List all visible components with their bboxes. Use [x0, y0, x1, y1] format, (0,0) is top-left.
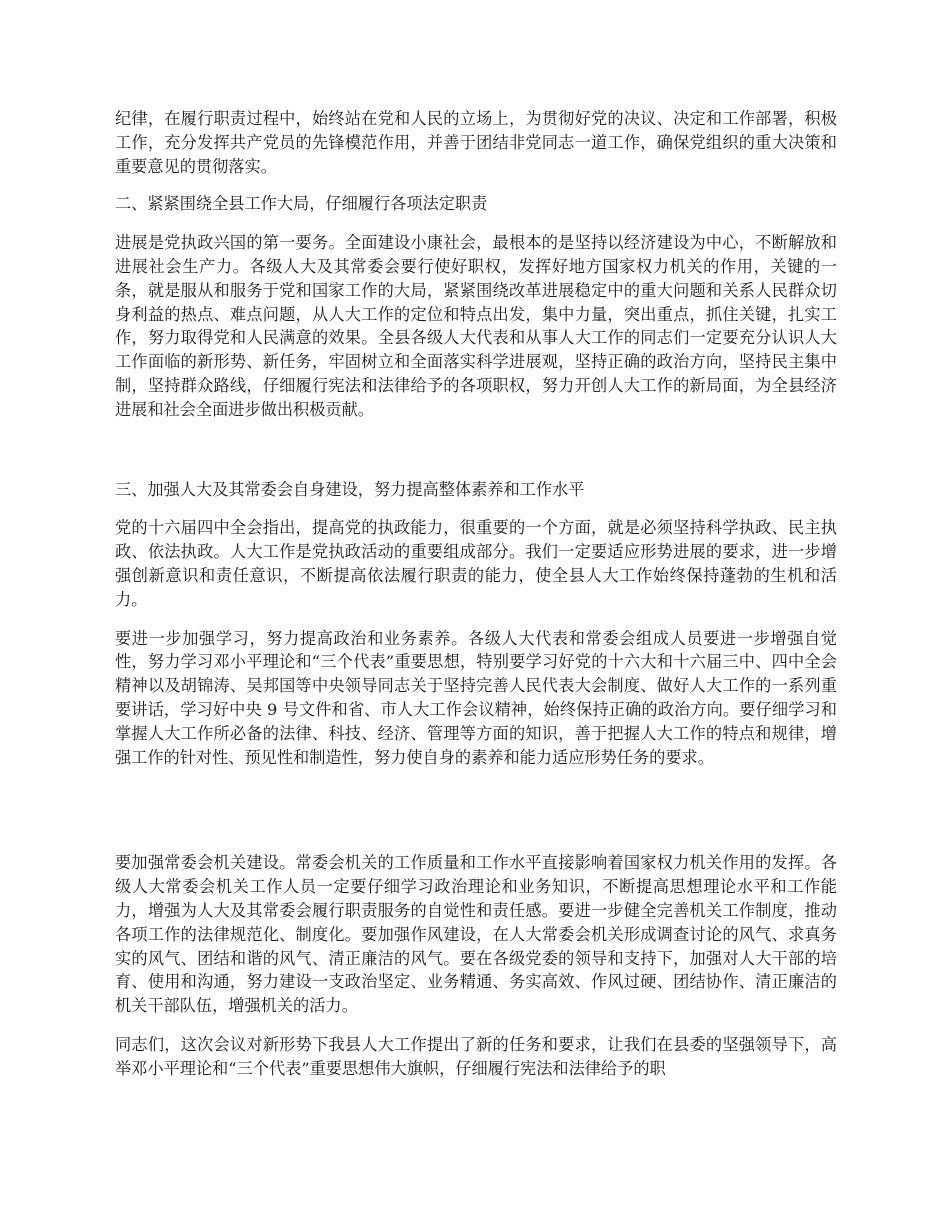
section-heading-2: 二、紧紧围绕全县工作大局，仔细履行各项法定职责	[115, 194, 488, 214]
paragraph-gap	[115, 612, 837, 627]
paragraph-governance: 党的十六届四中全会指出，提高党的执政能力，很重要的一个方面，就是必须坚持科学执政、民主执政、依法执政。人大工作是党执政活动的重要组成部分。我们一定要适应形势进展的要求，进一步增强创新意识和责任意识，不断提高依法履行职责的能力，使全县人大工作始终保持蓬勃的生机和活力。	[115, 518, 837, 609]
section-heading-3: 三、加强人大及其常委会自身建设，努力提高整体素养和工作水平	[115, 479, 585, 499]
paragraph-gap	[115, 216, 837, 231]
paragraph-gap	[115, 769, 837, 851]
paragraph-development: 进展是党执政兴国的第一要务。全面建设小康社会，最根本的是坚持以经济建设为中心，不断解放和进展社会生产力。各级人大及其常委会要行使好职权，发挥好地方国家权力机关的作用，关键的一条，就是服从和服务于党和国家工作的大局，紧紧围绕改革进展稳定中的重大问题和关系人民群众切身利益的热点、难点问题，从人大工作的定位和特点出发，集中力量，突出重点，抓住关键，扎实工作，努力取得党和人民满意的效果。全县各级人大代表和从事人大工作的同志们一定要充分认识人大工作面临的新形势、新任务，牢固树立和全面落实科学进展观，坚持正确的政治方向，坚持民主集中制，坚持群众路线，仔细履行宪法和法律给予的各项职权，努力开创人大工作的新局面，为全县经济进展和社会全面进步做出积极贡献。	[115, 233, 837, 419]
paragraph-gap	[115, 1018, 837, 1033]
paragraph-discipline: 纪律，在履行职责过程中，始终站在党和人民的立场上，为贯彻好党的决议、决定和工作部署，积极工作，充分发挥共产党员的先锋模范作用，并善于团结非党同志一道工作，确保党组织的重大决策和重要意见的贯彻落实。	[115, 109, 837, 176]
paragraph-learning: 要进一步加强学习，努力提高政治和业务素养。各级人大代表和常委会组成人员要进一步增强自觉性，努力学习邓小平理论和“三个代表”重要思想，特别要学习好党的十六大和十六届三中、四中全会精神以及胡锦涛、吴邦国等中央领导同志关于坚持完善人民代表大会制度、做好人大工作的一系列重要讲话，学习好中央 9 号文件和省、市人大工作会议精神，始终保持正确的政治方向。要仔细学习和掌握人大工作所必备的法律、科技、经济、管理等方面的知识，善于把握人大工作的特点和规律，增强工作的针对性、预见性和制造性，努力使自身的素养和能力适应形势任务的要求。	[115, 628, 837, 767]
paragraph-closing: 同志们，这次会议对新形势下我县人大工作提出了新的任务和要求，让我们在县委的坚强领导下，高举邓小平理论和“三个代表”重要思想伟大旗帜，仔细履行宪法和法律给予的职	[115, 1034, 837, 1078]
paragraph-gap	[115, 422, 837, 478]
document-page	[115, 107, 837, 1081]
paragraph-gap	[115, 178, 837, 192]
paragraph-gap	[115, 501, 837, 516]
paragraph-office-building: 要加强常委会机关建设。常委会机关的工作质量和工作水平直接影响着国家权力机关作用的发挥。各级人大常委会机关工作人员一定要仔细学习政治理论和业务知识，不断提高思想理论水平和工作能力，增强为人大及其常委会履行职责服务的自觉性和责任感。要进一步健全完善机关工作制度，推动各项工作的法律规范化、制度化。要加强作风建设，在人大常委会机关形成调查讨论的风气、求真务实的风气、团结和谐的风气、清正廉洁的风气。要在各级党委的领导和支持下，加强对人大干部的培育、使用和沟通，努力建设一支政治坚定、业务精通、务实高效、作风过硬、团结协作、清正廉洁的机关干部队伍，增强机关的活力。	[115, 853, 837, 1016]
